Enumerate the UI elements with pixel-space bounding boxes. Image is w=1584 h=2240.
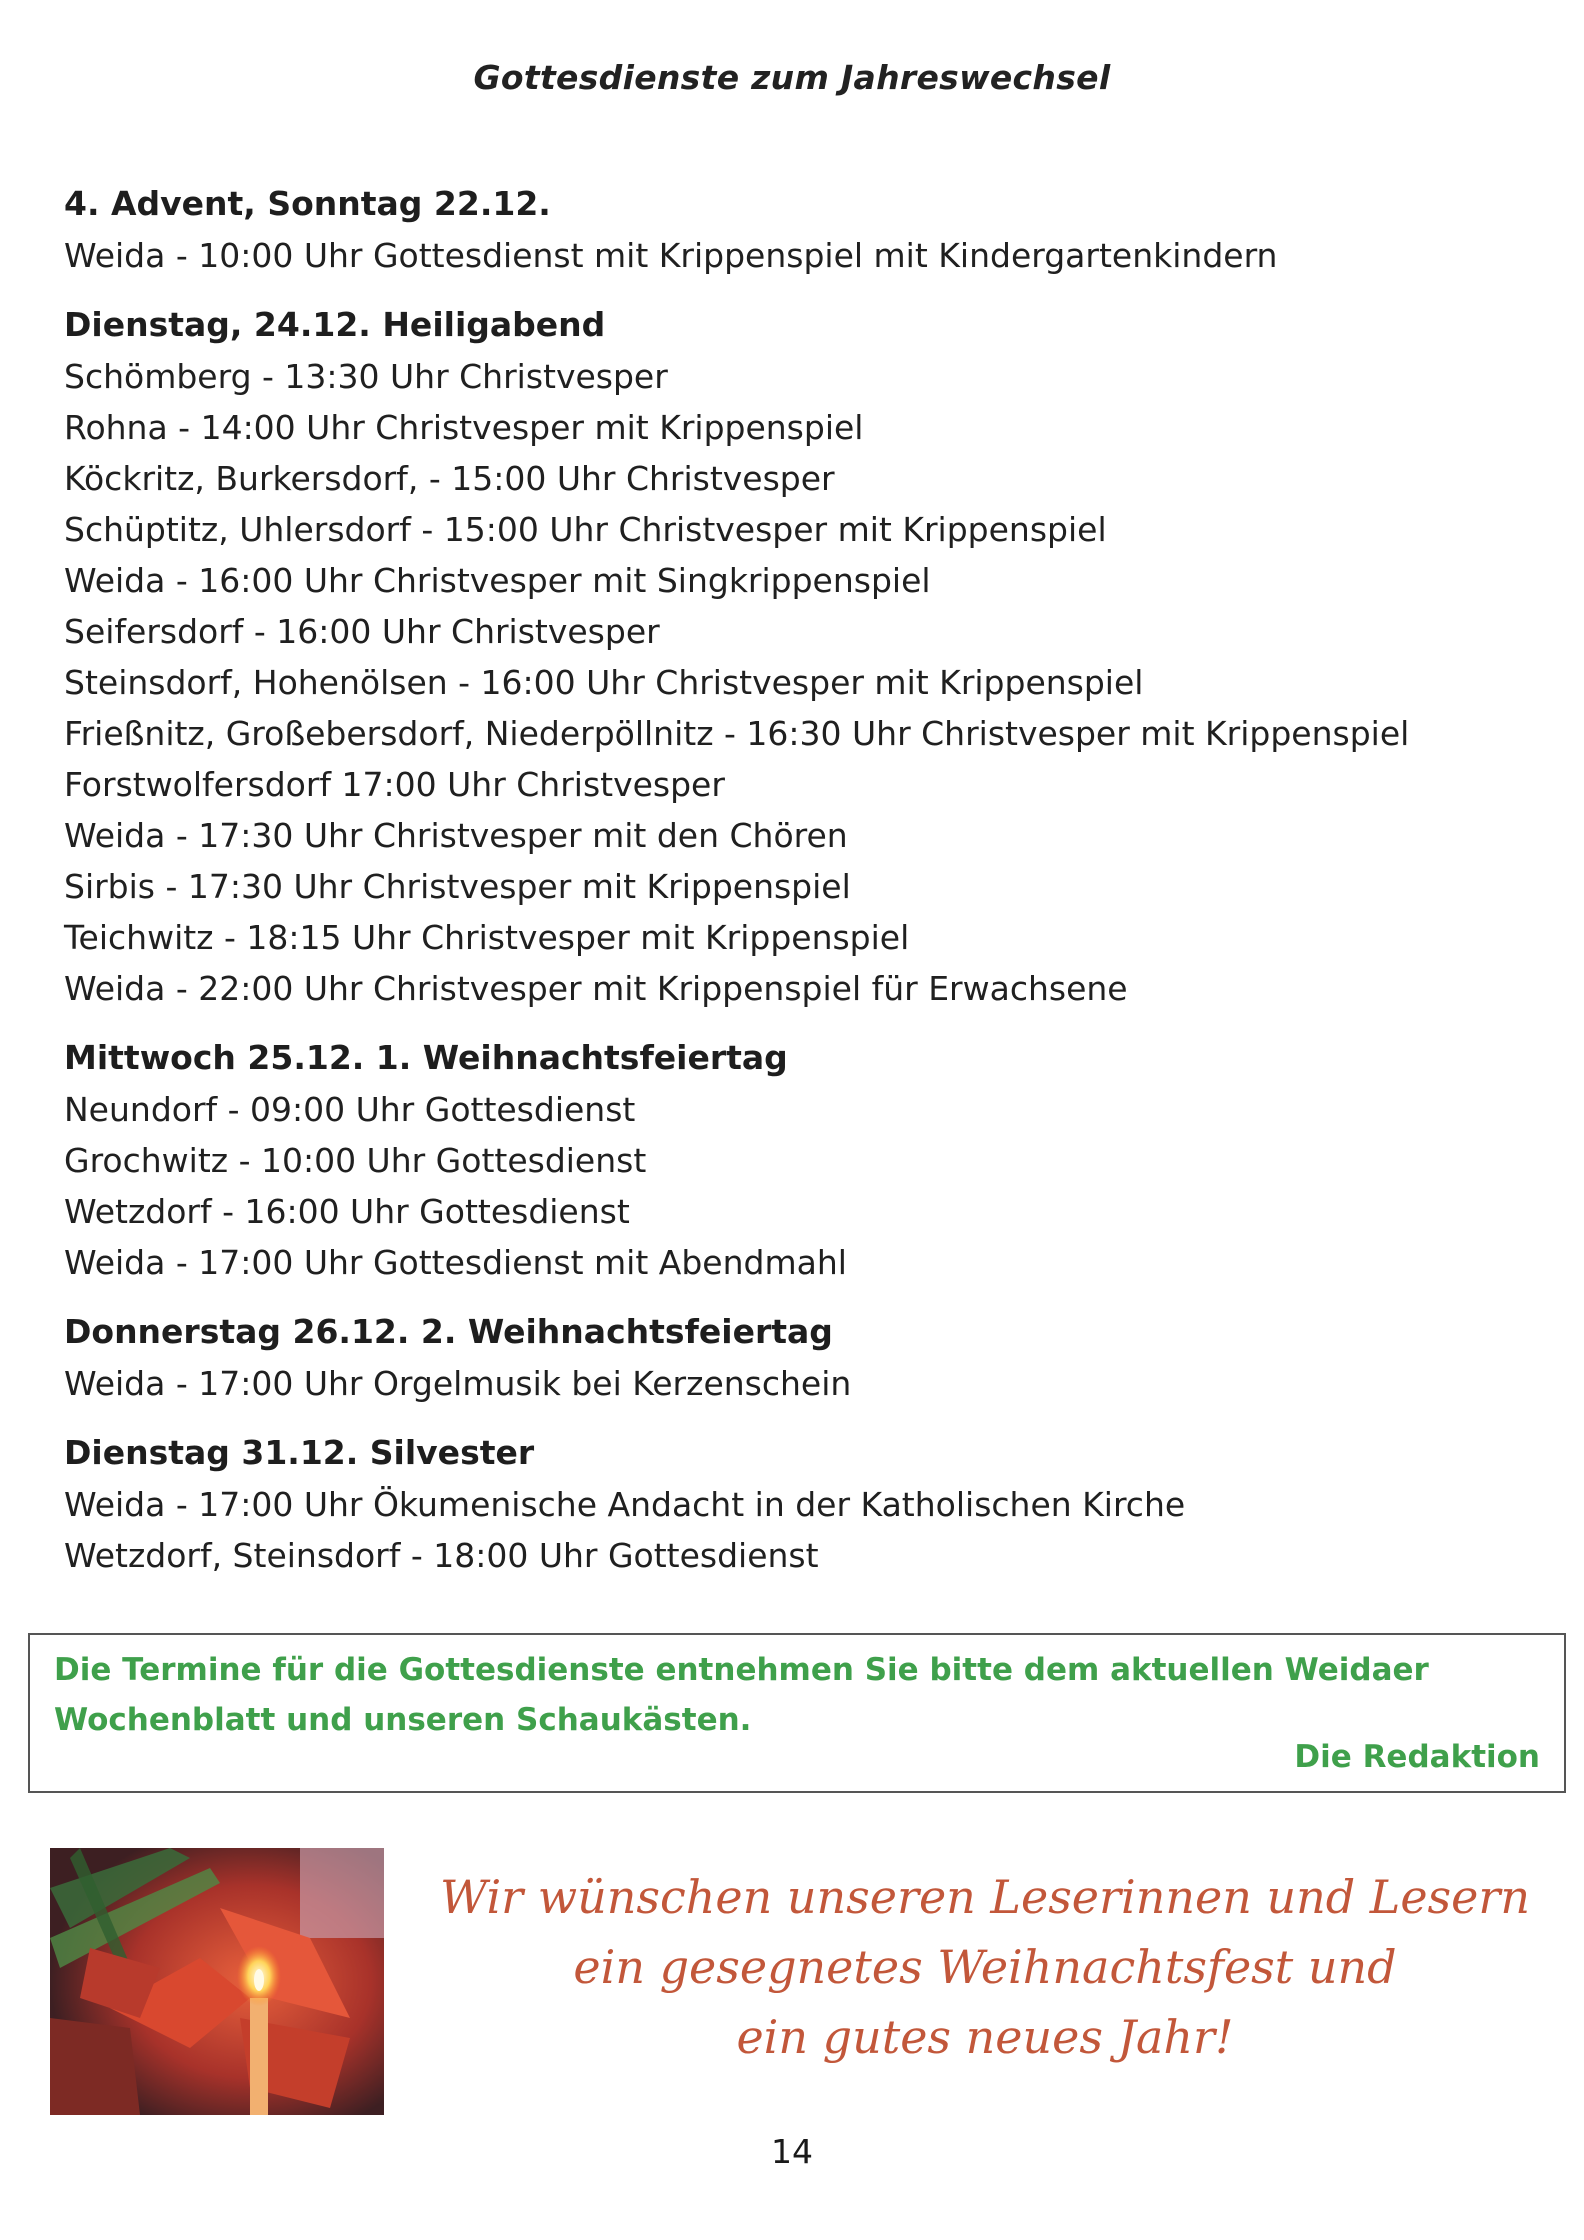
service-entry: Forstwolfersdorf 17:00 Uhr Christvesper [64,765,725,804]
service-entry: Weida - 10:00 Uhr Gottesdienst mit Krippenspiel mit Kindergartenkindern [64,236,1278,275]
greeting-message [420,1862,1550,2072]
notice-text: Die Termine für die Gottesdienste entnehmen Sie bitte dem aktuellen Weidaer Wochenblatt und unseren Schaukästen. [54,1652,1429,1738]
service-entry: Weida - 22:00 Uhr Christvesper mit Krippenspiel für Erwachsene [64,969,1128,1008]
service-entry: Weida - 17:00 Uhr Ökumenische Andacht in der Katholischen Kirche [64,1485,1186,1524]
candle-photo-icon [50,1848,384,2115]
day-heading: Mittwoch 25.12. 1. Weihnachtsfeiertag [64,1038,788,1077]
day-heading: 4. Advent, Sonntag 22.12. [64,184,551,223]
service-entry: Frießnitz, Großebersdorf, Niederpöllnitz - 16:30 Uhr Christvesper mit Krippenspiel [64,714,1410,753]
service-entry: Seifersdorf - 16:00 Uhr Christvesper [64,612,660,651]
day-heading: Dienstag 31.12. Silvester [64,1433,535,1472]
day-heading: Dienstag, 24.12. Heiligabend [64,305,606,344]
service-entry: Sirbis - 17:30 Uhr Christvesper mit Krippenspiel [64,867,851,906]
service-entry: Grochwitz - 10:00 Uhr Gottesdienst [64,1141,647,1180]
service-entry: Steinsdorf, Hohenölsen - 16:00 Uhr Christvesper mit Krippenspiel [64,663,1144,702]
service-entry: Weida - 17:00 Uhr Gottesdienst mit Abendmahl [64,1243,847,1282]
service-entry: Wetzdorf - 16:00 Uhr Gottesdienst [64,1192,630,1231]
service-entry: Schömberg - 13:30 Uhr Christvesper [64,357,668,396]
greeting-line: Wir wünschen unseren Leserinnen und Lesern [440,1870,1530,1924]
service-entry: Köckritz, Burkersdorf, - 15:00 Uhr Christvesper [64,459,835,498]
service-entry: Weida - 17:00 Uhr Orgelmusik bei Kerzenschein [64,1364,852,1403]
service-schedule [64,178,1524,1599]
day-block [64,1306,1524,1409]
service-entry: Rohna - 14:00 Uhr Christvesper mit Krippenspiel [64,408,864,447]
candle-poinsettia-photo [50,1848,384,2115]
greeting-line: ein gesegnetes Weihnachtsfest und [573,1940,1397,1994]
day-block [64,1032,1524,1288]
service-entry: Schüptitz, Uhlersdorf - 15:00 Uhr Christvesper mit Krippenspiel [64,510,1107,549]
notice-signature: Die Redaktion [1294,1739,1540,1775]
day-block [64,1427,1524,1581]
greeting-line: ein gutes neues Jahr! [736,2010,1234,2064]
day-block [64,299,1524,1014]
notice-box [28,1633,1566,1793]
service-entry: Wetzdorf, Steinsdorf - 18:00 Uhr Gottesdienst [64,1536,819,1575]
service-entry: Weida - 16:00 Uhr Christvesper mit Singkrippenspiel [64,561,931,600]
service-entry: Teichwitz - 18:15 Uhr Christvesper mit Krippenspiel [64,918,910,957]
service-entry: Weida - 17:30 Uhr Christvesper mit den Chören [64,816,848,855]
day-block [64,178,1524,281]
service-entry: Neundorf - 09:00 Uhr Gottesdienst [64,1090,636,1129]
day-heading: Donnerstag 26.12. 2. Weihnachtsfeiertag [64,1312,833,1351]
page-title: Gottesdienste zum Jahreswechsel [473,58,1111,97]
page-number: 14 [771,2132,813,2171]
